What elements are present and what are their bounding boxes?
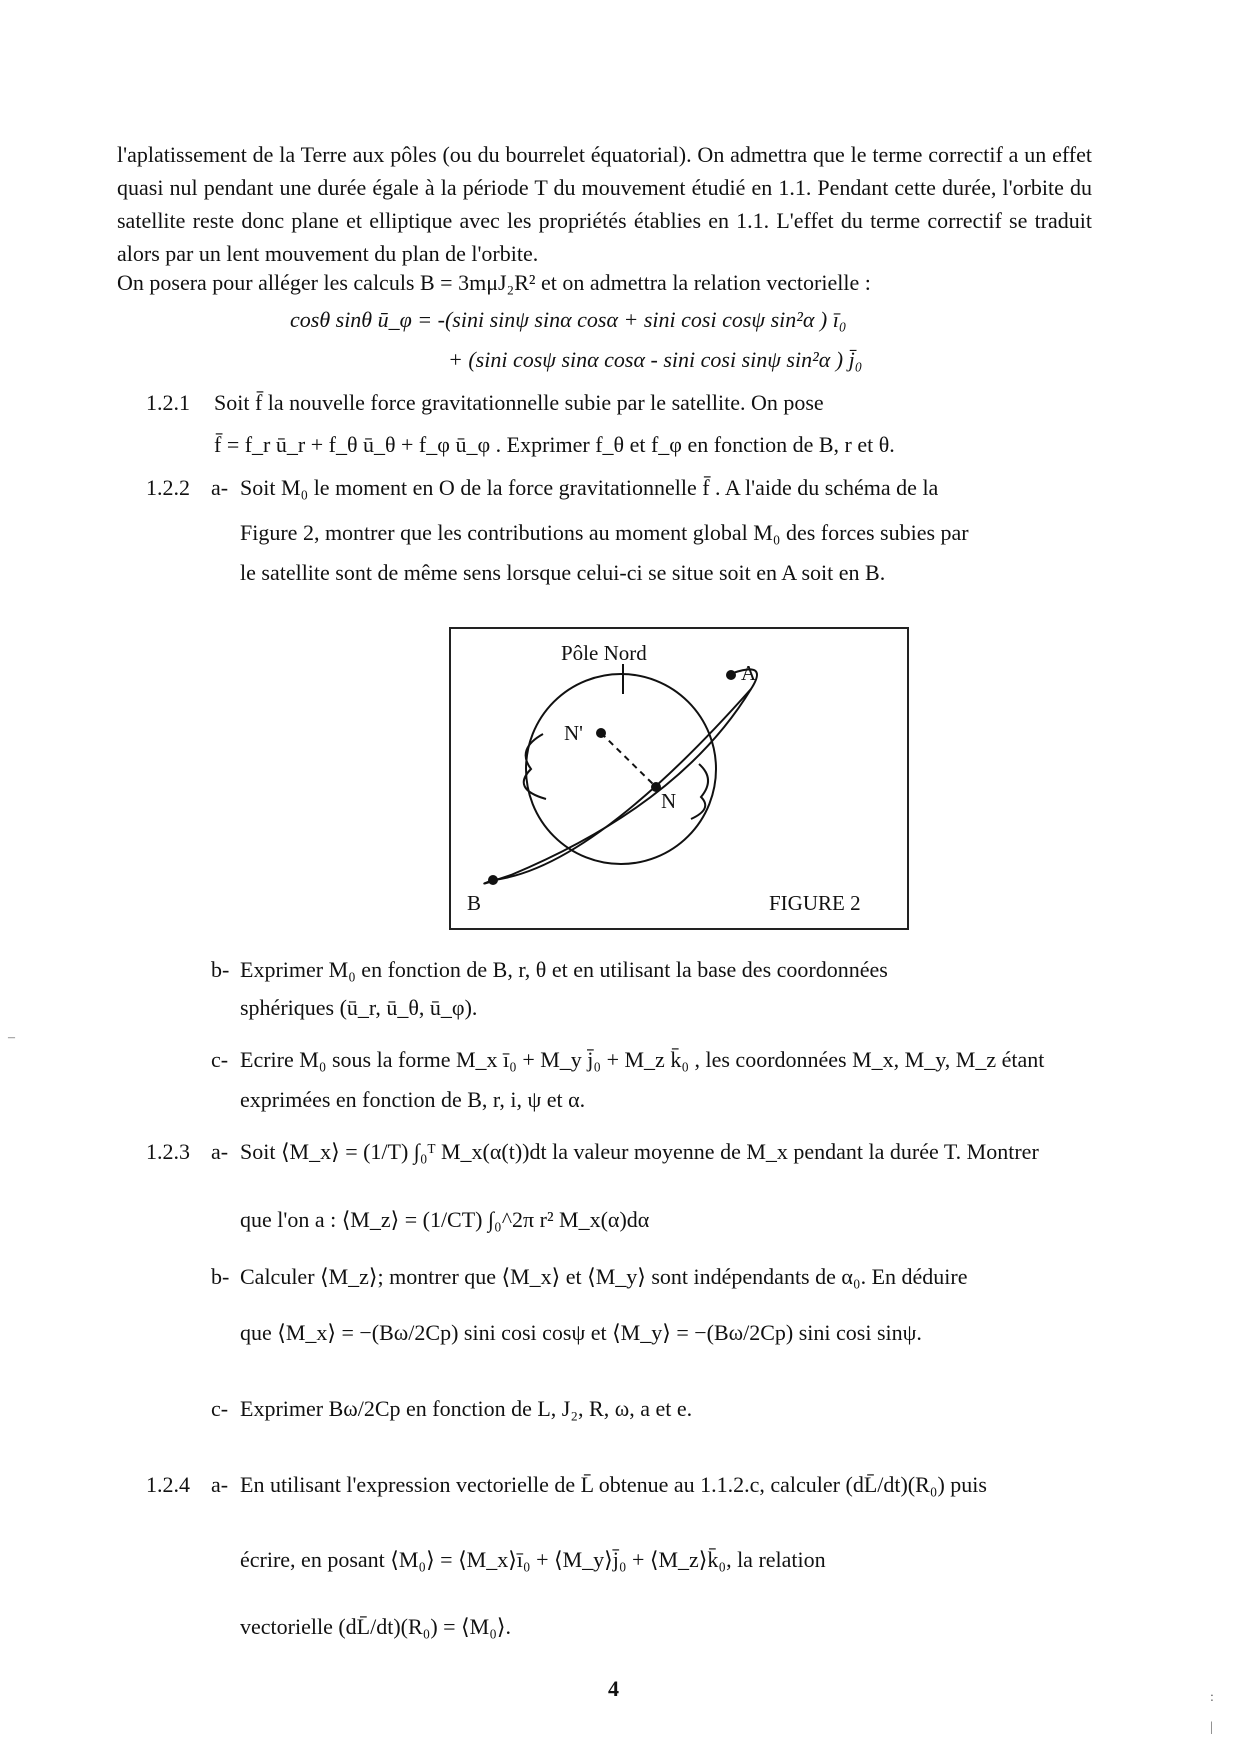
question-1-2-1-line-1: Soit f̄ la nouvelle force gravitationnelle subie par le satellite. On pose <box>214 390 824 415</box>
point-n-prime <box>596 728 606 738</box>
sub-label: c- <box>211 1396 229 1421</box>
question-1-2-3c-line: Exprimer Bω/2Cp en fonction de L, J₂, R, ω, a et e. <box>240 1396 693 1421</box>
label-a: A <box>741 661 757 685</box>
equation-line-1: cosθ sinθ ū_φ = -(sini sinψ sinα cosα + sini cosi cosψ sin²α ) ī₀ <box>290 307 847 332</box>
question-1-2-3a-line-2: que l'on a : ⟨M_z⟩ = (1/CT) ∫₀^2π r² M_x(α)dα <box>240 1207 650 1232</box>
question-1-2-2a-line-2: Figure 2, montrer que les contributions au moment global M₀ des forces subies par <box>240 520 969 545</box>
intro-text: l'aplatissement de la Terre aux pôles (ou du bourrelet équatorial). On admettra que le terme correctif a un effet quasi nul pendant une durée égale à la période T du mouvement étudié en 1.1. Pendant cette durée, l'orbite du satellite reste donc plane et elliptique avec les propriétés établies en 1.1. L'effet du terme correctif se traduit alors par un lent mouvement du plan de l'orbite. <box>117 142 1092 266</box>
question-1-2-3a-line-1: Soit ⟨M_x⟩ = (1/T) ∫₀ᵀ M_x(α(t))dt la valeur moyenne de M_x pendant la durée T. Montrer <box>240 1139 1039 1164</box>
question-number: 1.2.2 <box>146 475 190 500</box>
figure-caption: FIGURE 2 <box>769 891 861 915</box>
question-1-2-3b-line-1: Calculer ⟨M_z⟩; montrer que ⟨M_x⟩ et ⟨M_y⟩ sont indépendants de α₀. En déduire <box>240 1264 968 1289</box>
question-1-2-4a-line-2: écrire, en posant ⟨M₀⟩ = ⟨M_x⟩ī₀ + ⟨M_y⟩j̄₀ + ⟨M_z⟩k̄₀, la relation <box>240 1547 826 1572</box>
bulge-left <box>524 734 546 799</box>
question-1-2-2a-line-3: le satellite sont de même sens lorsque celui-ci se situe soit en A soit en B. <box>240 560 886 585</box>
figure-2 <box>449 627 909 930</box>
sub-label: a- <box>211 1139 229 1164</box>
sub-label: b- <box>211 1264 230 1289</box>
scan-mark: – <box>8 1030 15 1045</box>
question-1-2-2b-line-1: Exprimer M₀ en fonction de B, r, θ et en utilisant la base des coordonnées <box>240 957 888 982</box>
question-1-2-3b-line-2: que ⟨M_x⟩ = −(Bω/2Cp) sini cosi cosψ et ⟨M_y⟩ = −(Bω/2Cp) sini cosi sinψ. <box>240 1320 922 1345</box>
question-1-2-2c-line-1: Ecrire M₀ sous la forme M_x ī₀ + M_y j̄₀ + M_z k̄₀ , les coordonnées M_x, M_y, M_z étant <box>240 1047 1045 1072</box>
scan-mark: : <box>1210 1690 1214 1705</box>
question-1-2-4a-line-3: vectorielle (dL̄/dt)(R₀) = ⟨M₀⟩. <box>240 1614 511 1639</box>
sub-label: a- <box>211 475 229 500</box>
figure-2-diagram <box>451 629 907 928</box>
label-b: B <box>467 891 482 915</box>
question-number: 1.2.3 <box>146 1139 190 1164</box>
question-1-2-1-line-2: f̄ = f_r ū_r + f_θ ū_θ + f_φ ū_φ . Exprimer f_θ et f_φ en fonction de B, r et θ. <box>214 432 895 457</box>
scan-mark: | <box>1210 1720 1213 1735</box>
point-a <box>726 670 736 680</box>
question-number: 1.2.4 <box>146 1472 190 1497</box>
question-1-2-2b-line-2: sphériques (ū_r, ū_θ, ū_φ). <box>240 995 478 1020</box>
point-b <box>488 875 498 885</box>
page-number: 4 <box>608 1676 619 1701</box>
question-1-2-2c-line-2: exprimées en fonction de B, r, i, ψ et α. <box>240 1087 586 1112</box>
intro-definition: On posera pour alléger les calculs B = 3mμJ₂R² et on admettra la relation vectorielle : <box>117 270 871 295</box>
question-1-2-2a-line-1: Soit M₀ le moment en O de la force gravitationnelle f̄ . A l'aide du schéma de la <box>240 475 939 500</box>
sub-label: c- <box>211 1047 229 1072</box>
question-1-2-4a-line-1: En utilisant l'expression vectorielle de L̄ obtenue au 1.1.2.c, calculer (dL̄/dt)(R₀) puis <box>240 1472 987 1497</box>
orbit-curve-back <box>493 689 751 880</box>
sub-label: b- <box>211 957 230 982</box>
earth-circle <box>526 674 716 864</box>
axis-dashed-line <box>601 733 656 787</box>
sub-label: a- <box>211 1472 229 1497</box>
equation-line-2: + (sini cosψ sinα cosα - sini cosi sinψ sin²α ) j̄₀ <box>448 347 863 372</box>
label-n-prime: N' <box>564 721 583 745</box>
figure-title: Pôle Nord <box>561 641 647 665</box>
point-n <box>651 782 661 792</box>
intro-paragraph <box>117 138 1092 270</box>
question-number: 1.2.1 <box>146 390 190 415</box>
label-n: N <box>661 789 677 813</box>
